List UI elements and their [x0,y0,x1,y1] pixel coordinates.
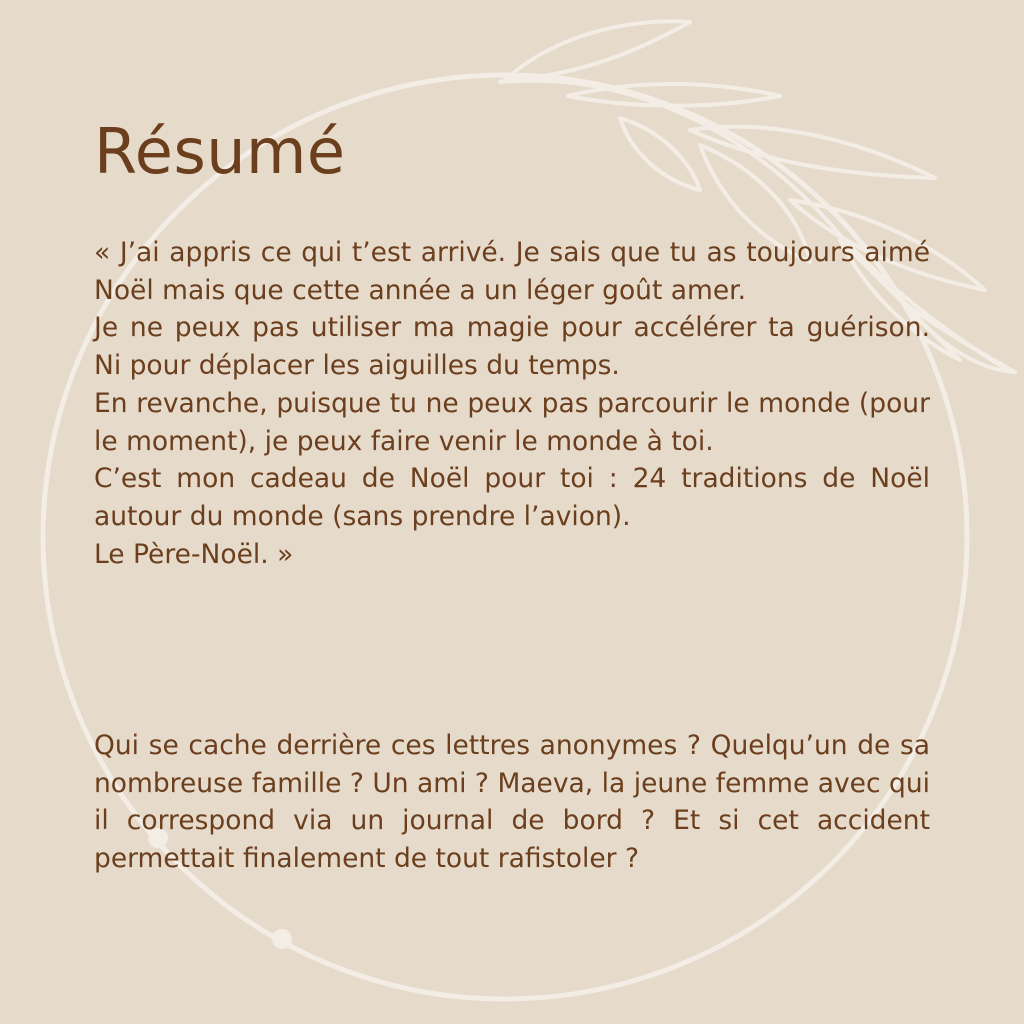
santa-letter [94,234,930,573]
letter-paragraph: En revanche, puisque tu ne peux pas parcourir le monde (pour le moment), je peux faire venir le monde à toi. [94,387,930,457]
decorative-dot-small [272,929,292,949]
summary-paragraph: Qui se cache derrière ces lettres anonymes ? Quelqu’un de sa nombreuse famille ? Un ami ? Maeva, la jeune femme avec qui il correspond via un journal de bord ? Et si cet accident permettait finalement de tout rafistoler ? [94,730,930,875]
letter-signature: Le Père-Noël. » [94,538,294,570]
letter-paragraph: « J’ai appris ce qui t’est arrivé. Je sais que tu as toujours aimé Noël mais que cette année a un léger goût amer. [94,237,930,306]
page-title: Résumé [94,115,346,188]
letter-paragraph: Je ne peux pas utiliser ma magie pour accélérer ta guérison. Ni pour déplacer les aiguilles du temps. [94,312,930,382]
letter-paragraph: C’est mon cadeau de Noël pour toi : 24 traditions de Noël autour du monde (sans prendre l’avion). [94,463,930,532]
